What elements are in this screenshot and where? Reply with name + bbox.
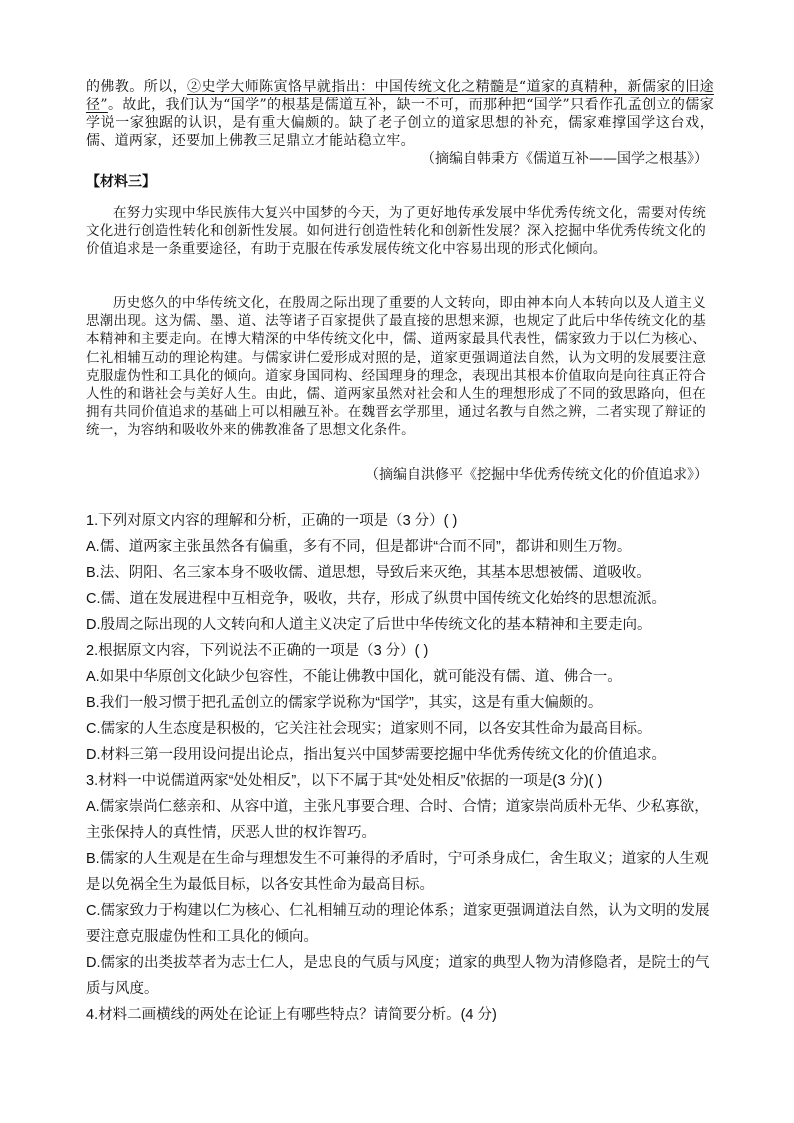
question-2-option-b: B.我们一般习惯于把孔孟创立的儒家学说称为“国学”，其实，这是有重大偏颇的。 (86, 695, 603, 711)
question-3-option-a: A.儒家崇尚仁慈亲和、从容中道，主张凡事要合理、合时、合情；道家崇尚质朴无华、少私寡欲，主张保持人的真性情，厌恶人世的权诈智巧。 (86, 799, 709, 841)
question-1-option-b: B.法、阴阳、名三家本身不吸收儒、道思想，导致后来灭绝，其基本思想被儒、道吸收。 (86, 565, 651, 581)
question-3-option-b: B.儒家的人生观是在生命与理想发生不可兼得的矛盾时，宁可杀身成仁，舍生取义；道家的人生观是以免祸全生为最低目标，以各安其性命为最高目标。 (86, 851, 709, 893)
material3-source: （摘编自洪修平《挖掘中华优秀传统文化的价值追求》） (365, 467, 708, 483)
material3-paragraph-1: 在努力实现中华民族伟大复兴中国梦的今天，为了更好地传承发展中华优秀传统文化，需要对传统文化进行创造性转化和创新性发展。如何进行创造性转化和创新性发展？深入挖掘中华优秀传统文化的价值追求是一条重要途径，有助于克服在传承发展传统文化中容易出现的形式化倾向。 (86, 205, 706, 258)
question-3-option-d: D.儒家的出类拔萃者为志士仁人，是忠良的气质与风度；道家的典型人物为清修隐者，是院士的气质与风度。 (86, 955, 710, 997)
question-3-option-c: C.儒家致力于构建以仁为核心、仁礼相辅互动的理论体系；道家更强调道法自然，认为文明的发展要注意克服虚伪性和工具化的倾向。 (86, 903, 710, 945)
question-3-stem: 3.材料一中说儒道两家“处处相反”，以下不属于其“处处相反”依据的一项是(3 分)( ) (86, 773, 603, 789)
material3-paragraph-2: 历史悠久的中华传统文化，在殷周之际出现了重要的人文转向，即由神本向人本转向以及人道主义思潮出现。这为儒、墨、道、法等诸子百家提供了最直接的思想来源，也规定了此后中华传统文化的基本精神和主要走向。在博大精深的中华传统文化中，儒、道两家最具代表性，儒家致力于以仁为核心、仁礼相辅互动的理论构建。与儒家讲仁爱形成对照的是，道家更强调道法自然，认为文明的发展要注意克服虚伪性和工具化的倾向。道家身国同构、经国理身的理念，表现出其根本价值取向是向往真正符合人性的和谐社会与美好人生。由此，儒、道两家虽然对社会和人生的理想形成了不同的致思路向，但在拥有共同价值追求的基础上可以相融互补。在魏晋玄学那里，通过名教与自然之辨，二者实现了辩证的统一，为容纳和吸收外来的佛教准备了思想文化条件。 (86, 295, 706, 439)
question-2-stem: 2.根据原文内容，下列说法不正确的一项是（3 分）( ) (86, 643, 429, 659)
question-1-option-d: D.殷周之际出现的人文转向和人道主义决定了后世中华传统文化的基本精神和主要走向。 (86, 617, 652, 633)
question-1-option-a: A.儒、道两家主张虽然各有偏重，多有不同，但是都讲“合而不同”，都讲和则生万物。 (86, 539, 632, 555)
material2-tail-pre: 的佛教。所以， (86, 79, 188, 95)
material2-tail-post: 。故此，我们认为“国学”的根基是儒道互补，缺一不可，而那种把“国学”只看作孔孟创立的儒家学说一家独踞的认识，是有重大偏颇的。缺了老子创立的道家思想的补充，儒家难撑国学这台戏，儒、道两家，还要加上佛教三足鼎立才能站稳立牢。 (86, 97, 714, 149)
question-1-stem: 1.下列对原文内容的理解和分析，正确的一项是（3 分）( ) (86, 513, 458, 529)
underlined-quote: ②史学大师陈寅恪早就指出：中国传统文化之精髓是“道家的真精种，新儒家的旧途径” (86, 79, 714, 113)
material3-heading: 【材料三】 (86, 173, 156, 189)
question-2-option-a: A.如果中华原创文化缺少包容性，不能让佛教中国化，就可能没有儒、道、佛合一。 (86, 669, 622, 685)
material2-tail-paragraph (86, 78, 714, 150)
questions-block (86, 508, 714, 1028)
question-2-option-c: C.儒家的人生态度是积极的，它关注社会现实；道家则不同，以各安其性命为最高目标。 (86, 721, 652, 737)
question-1-option-c: C.儒、道在发展进程中互相竞争，吸收，共存，形成了纵贯中国传统文化始终的思想流派。 (86, 591, 666, 607)
question-2-option-d: D.材料三第一段用设问提出论点，指出复兴中国梦需要挖掘中华优秀传统文化的价值追求。 (86, 747, 666, 763)
material2-source: （摘编自韩秉方《儒道互补——国学之根基》） (421, 151, 708, 167)
question-4-stem: 4.材料二画横线的两处在论证上有哪些特点？请简要分析。(4 分) (86, 1007, 497, 1023)
